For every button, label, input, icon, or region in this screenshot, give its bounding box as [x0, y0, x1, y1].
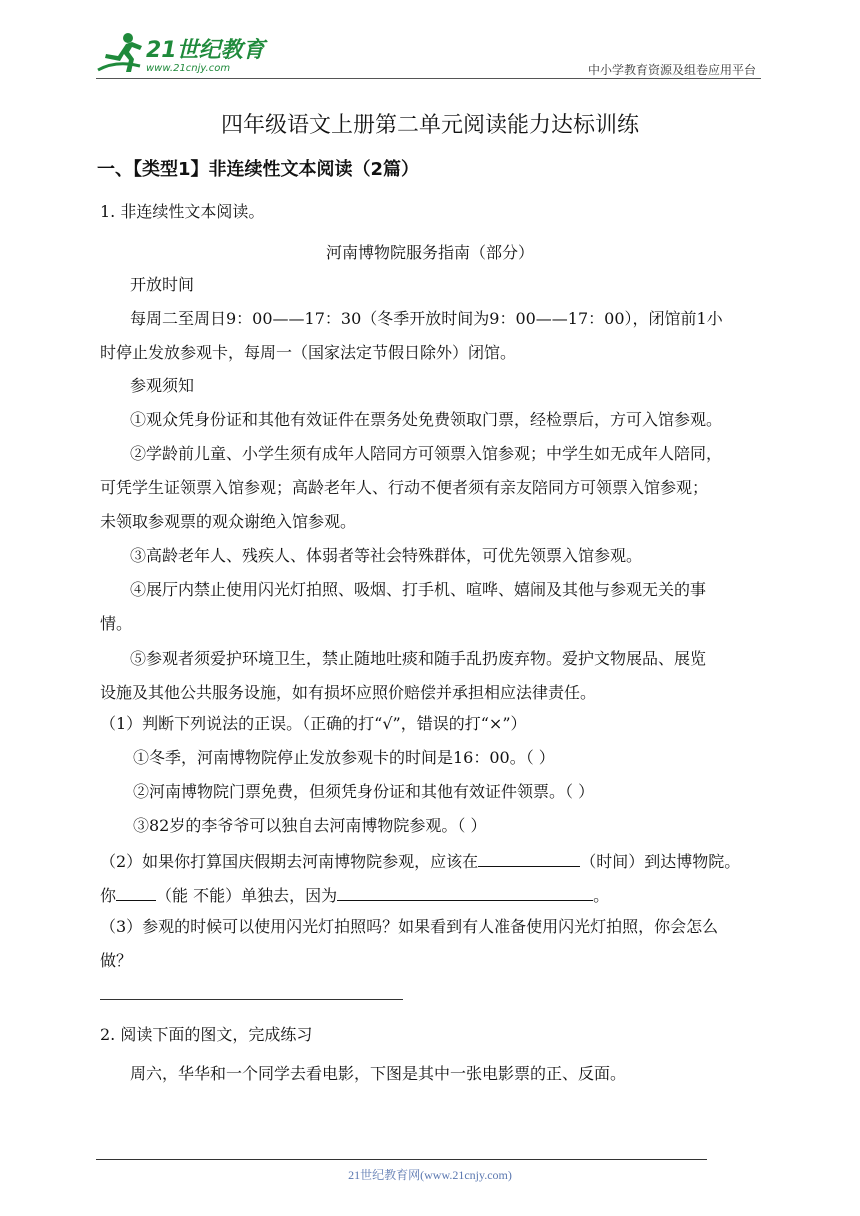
- question-1-3-line-1: （3）参观的时候可以使用闪光灯拍照吗？如果看到有人准备使用闪光灯拍照，你会怎么: [100, 917, 719, 936]
- question-1-2-text-b: （时间）到达博物院。: [580, 852, 741, 871]
- question-2-text: 周六，华华和一个同学去看电影，下图是其中一张电影票的正、反面。: [130, 1064, 627, 1083]
- notice-2-line-3: 未领取参观票的观众谢绝入馆参观。: [100, 512, 357, 531]
- footer-text: 21世纪教育网(www.21cnjy.com): [348, 1168, 512, 1182]
- time-answer-blank[interactable]: [478, 850, 580, 867]
- open-time-line-1: 每周二至周日9：00——17：30（冬季开放时间为9：00——17：00），闭馆前1小: [130, 309, 723, 328]
- notice-5-line-1: ⑤参观者须爱护环境卫生，禁止随地吐痰和随手乱扔废弃物。爱护文物展品、展览: [130, 649, 707, 668]
- footer-divider: [96, 1159, 707, 1160]
- question-1-1-a: ①冬季，河南博物院停止发放参观卡的时间是16：00。（ ）: [133, 748, 555, 767]
- question-1-2-line-1: [100, 850, 740, 872]
- question-1-2-text-e: 。: [593, 886, 610, 905]
- answer-line[interactable]: [100, 999, 403, 1000]
- question-2-intro: 2. 阅读下面的图文，完成练习: [100, 1025, 313, 1044]
- header-divider: [96, 78, 761, 79]
- runner-icon: [96, 30, 146, 76]
- reason-answer-blank[interactable]: [337, 884, 593, 901]
- notice-2-line-1: ②学龄前儿童、小学生须有成年人陪同方可领票入馆参观；中学生如无成年人陪同，: [130, 444, 723, 463]
- open-time-line-2: 时停止发放参观卡，每周一（国家法定节假日除外）闭馆。: [100, 343, 517, 362]
- question-1-2-text-a: （2）如果你打算国庆假期去河南博物院参观，应该在: [100, 852, 479, 871]
- question-1-intro: 1. 非连续性文本阅读。: [100, 202, 265, 221]
- platform-label: 中小学教育资源及组卷应用平台: [587, 63, 756, 77]
- notice-4-line-1: ④展厅内禁止使用闪光灯拍照、吸烟、打手机、喧哗、嬉闹及其他与参观无关的事: [130, 580, 707, 599]
- question-1-2-text-d: （能 不能）单独去，因为: [156, 886, 338, 905]
- notice-5-line-2: 设施及其他公共服务设施，如有损坏应照价赔偿并承担相应法律责任。: [100, 683, 597, 702]
- logo-text: 21世纪教育: [146, 38, 265, 63]
- can-answer-blank[interactable]: [116, 884, 156, 901]
- question-1-1: （1）判断下列说法的正误。（正确的打“√”，错误的打“×”）: [100, 714, 527, 733]
- question-1-3-line-2: 做？: [100, 951, 133, 970]
- notice-1: ①观众凭身份证和其他有效证件在票务处免费领取门票，经检票后，方可入馆参观。: [130, 410, 723, 429]
- notice-3: ③高龄老年人、残疾人、体弱者等社会特殊群体，可优先领票入馆参观。: [130, 546, 643, 565]
- question-1-1-b: ②河南博物院门票免费，但须凭身份证和其他有效证件领票。（ ）: [133, 782, 595, 801]
- notice-4-line-2: 情。: [100, 614, 133, 633]
- guide-title: 河南博物院服务指南（部分）: [325, 243, 534, 262]
- logo-url: www.21cnjy.com: [146, 63, 231, 74]
- question-1-2-text-c: 你: [100, 886, 117, 905]
- open-time-heading: 开放时间: [130, 275, 195, 294]
- notice-heading: 参观须知: [130, 376, 195, 395]
- section-heading: 一、【类型1】非连续性文本阅读（2篇）: [97, 159, 420, 180]
- question-1-2-line-2: [100, 884, 609, 906]
- page-title: 四年级语文上册第二单元阅读能力达标训练: [220, 113, 639, 138]
- notice-2-line-2: 可凭学生证领票入馆参观；高龄老年人、行动不便者须有亲友陪同方可领票入馆参观；: [100, 478, 709, 497]
- question-1-1-c: ③82岁的李爷爷可以独自去河南博物院参观。（ ）: [133, 816, 487, 835]
